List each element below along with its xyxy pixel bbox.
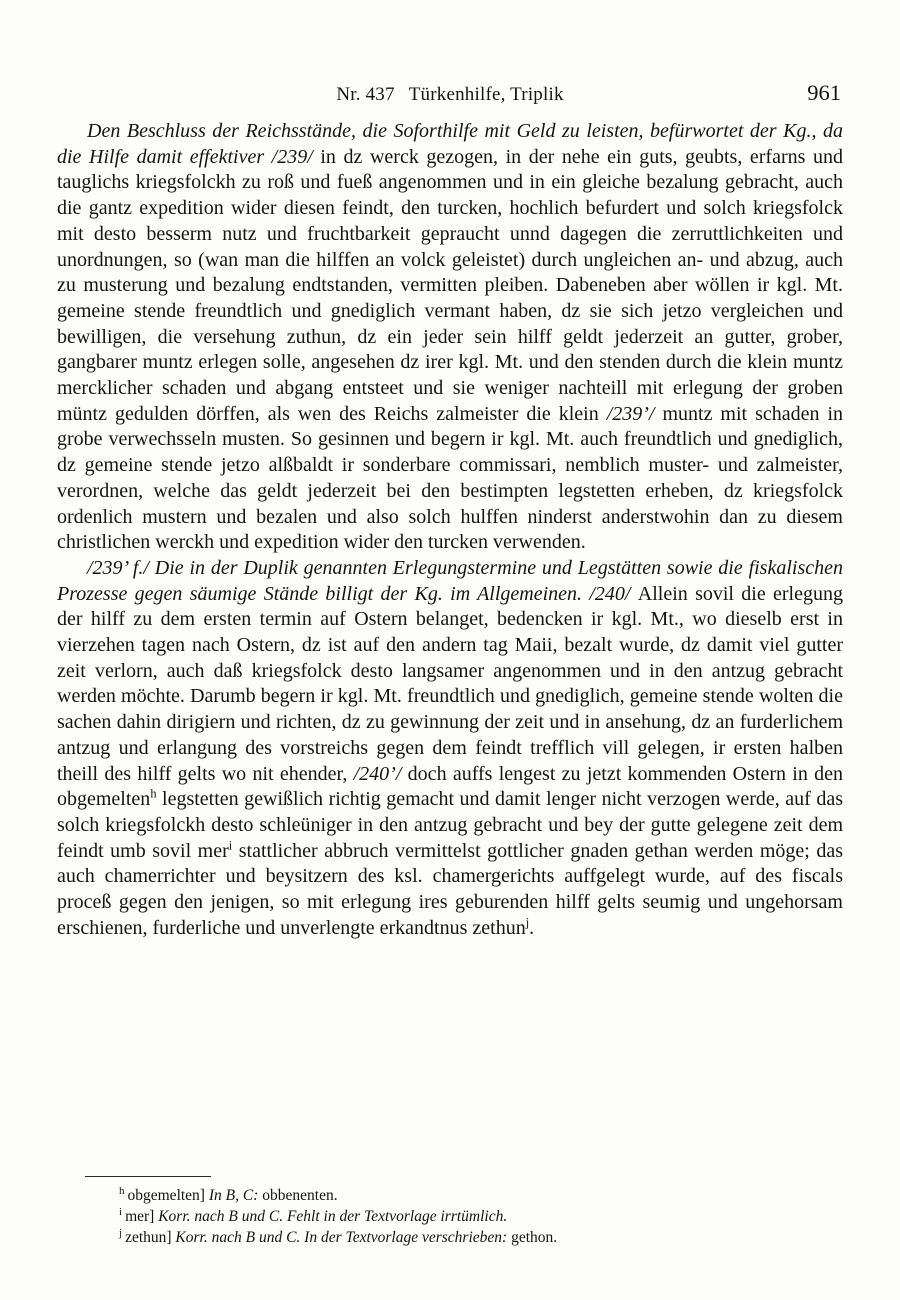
section-number: Nr. 437 [336, 84, 395, 105]
footnote-text: zethun] Korr. nach B und C. In der Textvorlage verschrieben: gethon. [125, 1229, 558, 1246]
page-number: 961 [807, 80, 841, 105]
footnote-h [57, 1185, 843, 1206]
body-text [57, 119, 843, 942]
paragraph-1: Den Beschluss der Reichsstände, die Soforthilfe mit Geld zu leisten, befürwortet der Kg., da die Hilfe damit effektiver /239/ in dz werck gezogen, in der nehe ein guts, geubts, erfarns und tauglichs kriegsfolckh zu roß und fueß angenommen und in ein gleiche bezalung gebracht, auch die gantz expedition wider diesen feindt, den turcken, hochlich befurdert und solch kriegsfolck mit desto besserm nutz und fruchtbarkeit gepraucht unnd dagegen die zerruttlichkeiten und unordnungen, so (wan man die hilffen an volck geleistet) durch ungleichen an- und abzug, auch zu musterung und bezalung endtstanden, vermitten pleiben. Dabeneben aber wöllen ir kgl. Mt. gemeine stende freundtlich und gnediglich vermant haben, dz sie sich jetzo vergleichen und bewilligen, die versehung zuthun, dz ein jeder sein hilff geldt jederzeit an gutter, grober, gangbarer muntz erlegen solle, angesehen dz irer kgl. Mt. und den stenden durch die klein muntz mercklicher schaden und abgang entsteet und sie weniger nachteill mit erlegung der groben müntz gedulden dörffen, als wen des Reichs zalmeister die klein /239’/ muntz mit schaden in grobe verwechsseln musten. So gesinnen und begern ir kgl. Mt. auch freundtlich und gnediglich, dz gemeine stende jetzo alßbaldt ir sonderbare commissari, nemblich muster- und zalmeister, verordnen, welche das geldt jederzeit bei den bestimpten legstetten erheben, dz kriegsfolck ordenlich mustern und bezalen und also solch hulffen ninderst anderstwohin dan zu diesem christlichen werckh und expedition wider den turcken verwenden. [57, 120, 844, 554]
footnote-rule [85, 1176, 211, 1177]
paragraph-2: /239’ f./ Die in der Duplik genannten Erlegungstermine und Legstätten sowie die fiskalischen Prozesse gegen säumige Stände billigt der Kg. im Allgemeinen. /240/ Allein sovil die erlegung der hilff zu dem ersten termin auf Ostern belanget, bedencken ir kgl. Mt., wo dieselb erst in vierzehen tagen nach Ostern, dz ist auf den andern tag Maii, bezalt wurde, dz damit viel gutter zeit verlorn, auch daß kriegsfolck desto langsamer angenommen und in den antzug gebracht werden möchte. Darumb begern ir kgl. Mt. freundtlich und gnediglich, gemeine stende wolten die sachen dahin dirigiern und richten, dz zu gewinnung der zeit und in ansehung, dz an furderlichem antzug und erlangung des vorstreichs gegen dem feindt trefflich vill gelegen, ir ersten halben theill des hilff gelts wo nit ehender, /240’/ doch auffs lengest zu jetzt kommenden Ostern in den obgemelten$^h$ legstetten gewißlich richtig gemacht und damit lenger nicht verzogen werde, auf das solch kriegsfolckh desto schleüniger in den antzug gebracht und bey der gutte gelegene zeit dem feindt umb sovil mer$^i$ stattlicher abbruch vermittelst gottlicher gnaden gethan werden möge; das auch chamerrichter und beysitzern des ksl. chamergerichts auffgelegt wurde, auf des fiscals proceß gegen den jenigen, so mit erlegung ires geburenden hilff gelts seumig und ungehorsam erschienen, furderliche und unverlengte erkandtnus zethun$^j$. [57, 556, 843, 939]
footnote-mark: j [119, 1226, 123, 1239]
footnotes-section [57, 1176, 843, 1248]
section-title: Türkenhilfe, Triplik [408, 84, 564, 105]
footnote-i [57, 1206, 843, 1227]
footnote-text: obgemelten] In B, C: obbenenten. [127, 1187, 338, 1204]
running-title [57, 84, 843, 106]
page-header [57, 80, 843, 112]
footnote-text: mer] Korr. nach B und C. Fehlt in der Textvorlage irrtümlich. [125, 1208, 508, 1225]
footnote-j [57, 1227, 843, 1248]
footnote-mark: i [119, 1205, 123, 1218]
footnote-mark: h [119, 1184, 125, 1197]
